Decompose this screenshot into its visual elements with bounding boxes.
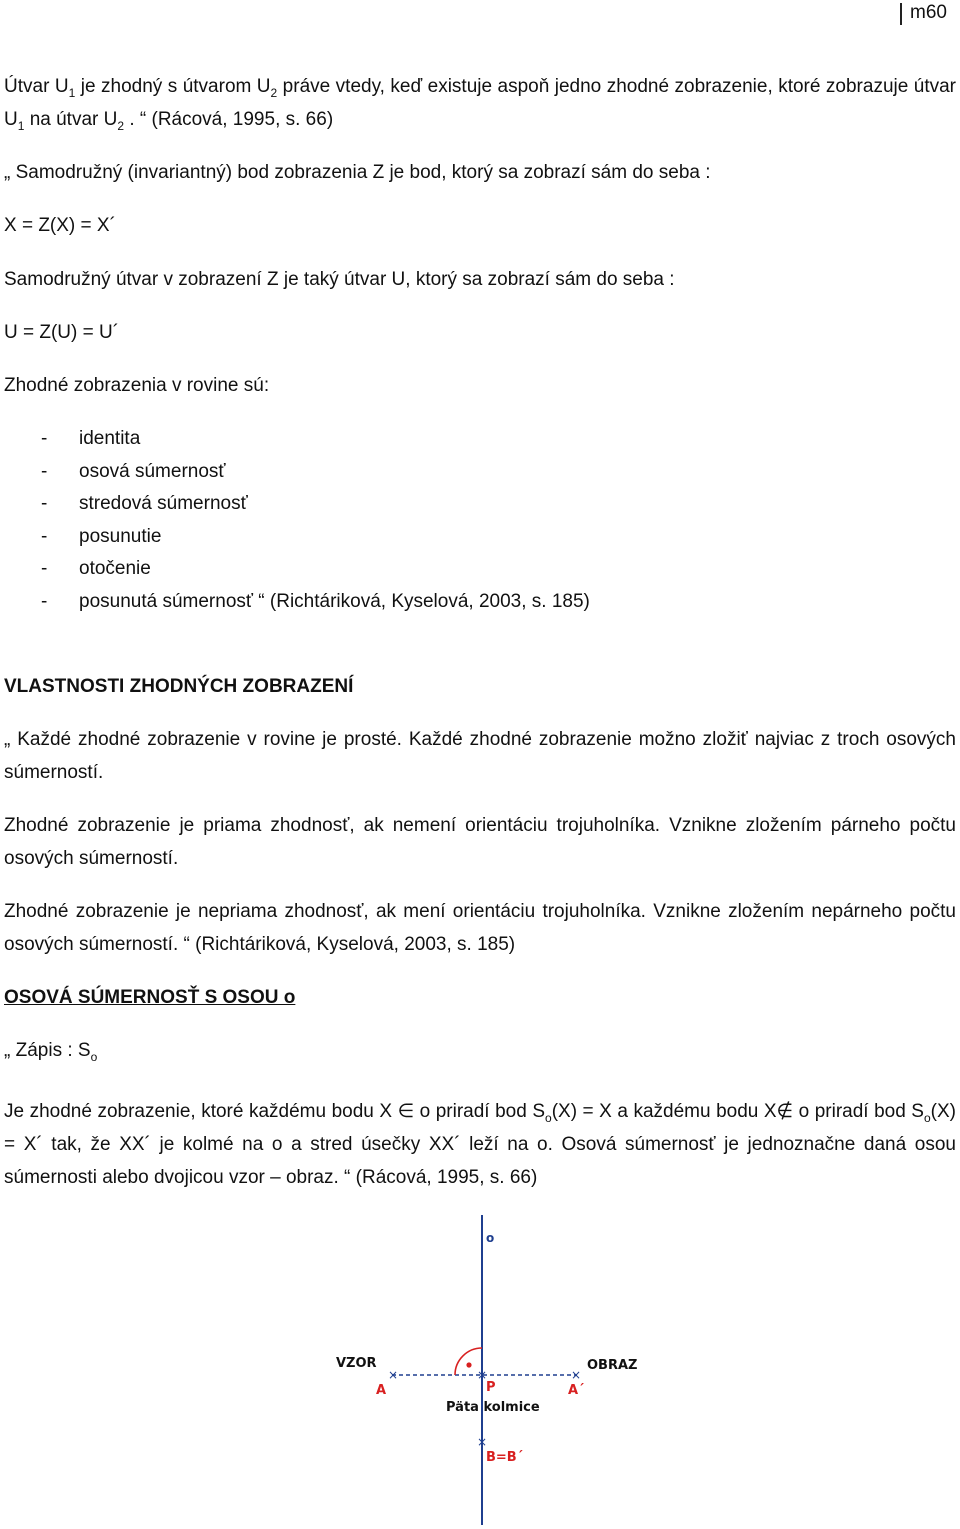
point-p-label: P — [486, 1380, 496, 1395]
paragraph-notation: „ Zápis : $S_o$ — [4, 1040, 98, 1064]
vzor-label: VZOR — [336, 1356, 377, 1371]
paragraph-properties-3: Zhodné zobrazenie je nepriama zhodnosť, ak mení orientáciu trojuholníka. Vznikne zložením nepárneho počtu osových súmerností. “ (Richtáriková, Kyselová, 2003, s. 185) — [4, 901, 956, 955]
formula-invariant-point: X = Z(X) = X´ — [4, 215, 116, 236]
list-item: - stredová súmernosť — [41, 493, 248, 514]
list-item: - otočenie — [41, 558, 151, 579]
paragraph-axial-definition: Je zhodné zobrazenie, ktoré každému bodu X ∈ o priradí bod $S_o(X) = X$ a každému bodu X∉ o priradí bod $S_o(X)$ = X´ tak, že XX´ je kolmé na o a stred úsečky XX´ leží na o. Osová súmernosť je jednoznačne daná osou súmernosti alebo dvojicou vzor – obraz. “ (Rácová, 1995, s. 66) — [4, 1101, 956, 1188]
paragraph-invariant-figure: Samodružný útvar v zobrazení Z je taký útvar U, ktorý sa zobrazí sám do seba : — [4, 269, 675, 290]
header-divider — [900, 3, 902, 25]
section-heading-properties: VLASTNOSTI ZHODNÝCH ZOBRAZENÍ — [4, 676, 354, 697]
list-item: - osová súmernosť — [41, 460, 226, 482]
point-p-marker: × — [477, 1368, 488, 1382]
point-b-marker: × — [477, 1435, 488, 1449]
list-item: - posunutá súmernosť “ (Richtáriková, Kyselová, 2003, s. 185) — [41, 590, 590, 612]
point-a-prime-marker: × — [571, 1368, 582, 1382]
page-number: m60 — [910, 2, 947, 23]
list-item: - posunutie — [41, 525, 162, 547]
axis-o-label: o — [486, 1231, 495, 1245]
paragraph-properties-1: „ Každé zhodné zobrazenie v rovine je prosté. Každé zhodné zobrazenie možno zložiť najviac z troch osových súmerností. — [4, 729, 956, 783]
point-b-label: B=B´ — [486, 1450, 524, 1465]
paragraph-invariant-point: „ Samodružný (invariantný) bod zobrazenia Z je bod, ktorý sa zobrazí sám do seba : — [4, 162, 711, 183]
point-a-prime-label: A´ — [568, 1383, 585, 1398]
list-item: - identita — [41, 428, 141, 449]
paragraph-properties-2: Zhodné zobrazenie je priama zhodnosť, ak nemení orientáciu trojuholníka. Vznikne zložením párneho počtu osových súmerností. — [4, 815, 956, 869]
element-of-symbol: ∈ — [397, 1101, 415, 1122]
paragraph-list-intro: Zhodné zobrazenia v rovine sú: — [4, 375, 270, 396]
formula-invariant-figure: U = Z(U) = U´ — [4, 322, 120, 343]
foot-of-perpendicular-label: Päta kolmice — [446, 1400, 540, 1415]
isometry-list — [4, 423, 590, 618]
axial-symmetry-figure — [285, 1215, 678, 1525]
not-element-of-symbol: ∉ — [776, 1101, 794, 1122]
obraz-label: OBRAZ — [587, 1358, 638, 1373]
point-a-label: A — [376, 1383, 387, 1398]
point-a-marker: × — [388, 1368, 399, 1382]
right-angle-dot — [466, 1362, 471, 1367]
section-heading-axial-symmetry: OSOVÁ SÚMERNOSŤ S OSOU o — [4, 987, 296, 1008]
paragraph-congruence-definition: Útvar $U_1$ je zhodný s útvarom $U_2$ práve vtedy, keď existuje aspoň jedno zhodné zobrazenie, ktoré zobrazuje útvar $U_1$ na útvar $U_2$ . “ (Rácová, 1995, s. 66) — [4, 76, 956, 133]
page-header — [900, 0, 960, 30]
